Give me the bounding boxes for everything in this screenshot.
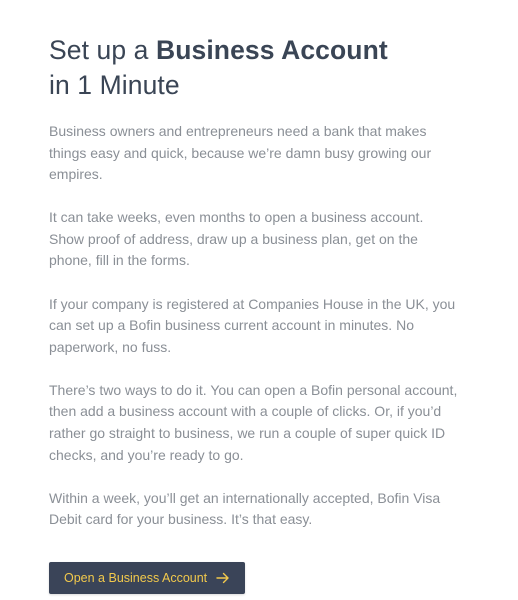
arrow-right-icon xyxy=(216,572,230,584)
paragraph-card: Within a week, you’ll get an internationally accepted, Bofin Visa Debit card for your business. It’s that easy. xyxy=(49,489,441,528)
paragraph-options: There’s two ways to do it. You can open a Bofin personal account, then add a business account with a couple of clicks. Or, if you’d rather go straight to business, we run a couple of super quick ID checks, and you’re ready to go. xyxy=(49,381,458,463)
open-business-account-button[interactable] xyxy=(49,562,245,594)
paragraph-problem: It can take weeks, even months to open a business account. Show proof of address, draw up a business plan, get on the phone, fill in the forms. xyxy=(49,209,424,269)
title-line-1 xyxy=(49,33,478,68)
paragraph-solution: If your company is registered at Companies House in the UK, you can set up a Bofin business current account in minutes. No paperwork, no fuss. xyxy=(49,295,456,355)
page-title xyxy=(49,33,478,103)
title-prefix: Set up a xyxy=(49,35,156,65)
title-emphasis: Business Account xyxy=(155,35,388,65)
paragraph-intro: Business owners and entrepreneurs need a bank that makes things easy and quick, because we’re damn busy growing our empires. xyxy=(49,123,432,183)
title-line-2: in 1 Minute xyxy=(49,70,180,100)
body-copy xyxy=(49,121,478,531)
cta-label: Open a Business Account xyxy=(64,571,208,586)
